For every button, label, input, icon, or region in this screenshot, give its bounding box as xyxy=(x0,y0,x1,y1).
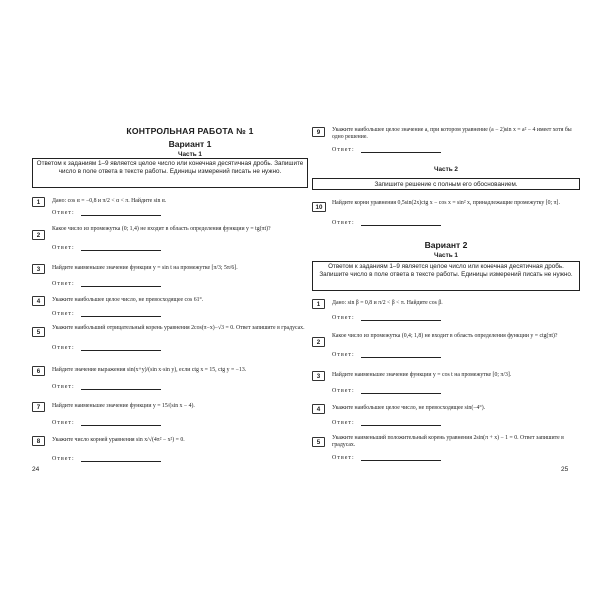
answer-field[interactable] xyxy=(52,311,161,317)
answer-line[interactable] xyxy=(81,420,161,426)
answer-line[interactable] xyxy=(361,455,441,461)
answer-field[interactable] xyxy=(332,315,441,321)
part-heading: Часть 1 xyxy=(178,151,202,158)
question-text: Найдите наименьшее значение функции y = 15/(sin x − 4). xyxy=(52,403,195,409)
answer-line[interactable] xyxy=(361,315,441,321)
answer-line[interactable] xyxy=(361,147,441,153)
answer-label: Ответ: xyxy=(52,311,75,317)
answer-line[interactable] xyxy=(81,384,161,390)
answer-label: Ответ: xyxy=(52,456,75,462)
answer-field[interactable] xyxy=(52,456,161,462)
question-number: 1 xyxy=(32,197,45,207)
page-number-left: 24 xyxy=(32,466,40,473)
variant-heading: Вариант 1 xyxy=(168,139,212,149)
part-heading: Часть 1 xyxy=(434,252,458,259)
question-text: Найдите наименьшее значение функции y = sin t на промежутке [π/3; 5π/6]. xyxy=(52,265,238,271)
question-text: Укажите наибольший отрицательный корень уравнения 2cos(π−x)−√3 = 0. Ответ запишите в градусах. xyxy=(52,325,305,331)
instruction-box: Ответом к заданиям 1–9 является целое число или конечная десятичная дробь. Запишите число в поле ответа в тексте работы. Единицы измерений писать не нужно. xyxy=(312,261,580,291)
question-number: 8 xyxy=(32,436,45,446)
answer-line[interactable] xyxy=(81,345,161,351)
answer-field[interactable] xyxy=(52,384,161,390)
answer-field[interactable] xyxy=(332,388,441,394)
answer-field[interactable] xyxy=(52,281,161,287)
answer-label: Ответ: xyxy=(332,147,355,153)
question-text: Укажите число корней уравнения sin x/√(4π² − x²) = 0. xyxy=(52,437,185,443)
answer-field[interactable] xyxy=(332,147,441,153)
question-text: Укажите наибольшее целое число, не превосходящее sin(−4°). xyxy=(332,405,486,411)
answer-field[interactable] xyxy=(332,420,441,426)
question-number: 9 xyxy=(312,127,325,137)
answer-field[interactable] xyxy=(332,352,441,358)
answer-line[interactable] xyxy=(81,311,161,317)
answer-line[interactable] xyxy=(81,456,161,462)
answer-field[interactable] xyxy=(52,420,161,426)
answer-label: Ответ: xyxy=(52,345,75,351)
answer-line[interactable] xyxy=(81,210,161,216)
instruction-box: Ответом к заданиям 1–9 является целое число или конечная десятичная дробь. Запишите число в поле ответа в тексте работы. Единицы измерений писать не нужно. xyxy=(32,158,308,188)
page-title: КОНТРОЛЬНАЯ РАБОТА № 1 xyxy=(126,126,254,136)
answer-field[interactable] xyxy=(52,345,161,351)
question-number: 2 xyxy=(312,337,325,347)
question-number: 6 xyxy=(32,366,45,376)
answer-field[interactable] xyxy=(332,220,441,226)
answer-line[interactable] xyxy=(361,420,441,426)
question-number: 3 xyxy=(312,371,325,381)
answer-label: Ответ: xyxy=(52,210,75,216)
answer-line[interactable] xyxy=(361,388,441,394)
question-number: 5 xyxy=(32,327,45,337)
question-text: Какое число из промежутка (0,4; 1,8) не входит в область определения функции y = ctg(πt)? xyxy=(332,333,558,339)
answer-label: Ответ: xyxy=(52,384,75,390)
question-text: Найдите корни уравнения 0,5sin(2x)ctg x − cos x = sin² x, принадлежащие промежутку [0; π]. xyxy=(332,200,560,206)
answer-label: Ответ: xyxy=(332,315,355,321)
part2-heading: Часть 2 xyxy=(434,166,458,173)
answer-field[interactable] xyxy=(332,455,441,461)
answer-label: Ответ: xyxy=(332,420,355,426)
question-number: 4 xyxy=(32,296,45,306)
answer-label: Ответ: xyxy=(52,245,75,251)
question-number: 2 xyxy=(32,230,45,240)
question-text: Укажите наименьший положительный корень уравнения 2sin(π + x) − 1 = 0. Ответ запишите в градусах. xyxy=(332,435,564,449)
answer-line[interactable] xyxy=(361,352,441,358)
question-number: 5 xyxy=(312,437,325,447)
question-text: Дано: cos α = −0,8 и π/2 < α < π. Найдите sin α. xyxy=(52,198,167,204)
question-number: 10 xyxy=(312,202,326,212)
question-number: 7 xyxy=(32,402,45,412)
answer-line[interactable] xyxy=(361,220,441,226)
question-number: 3 xyxy=(32,264,45,274)
answer-label: Ответ: xyxy=(332,352,355,358)
answer-label: Ответ: xyxy=(332,455,355,461)
question-text: Найдите наименьшее значение функции y = cos t на промежутке [0; π/3]. xyxy=(332,372,512,378)
answer-label: Ответ: xyxy=(52,420,75,426)
answer-line[interactable] xyxy=(81,281,161,287)
variant-heading: Вариант 2 xyxy=(424,240,468,250)
question-text: Найдите значение выражения sin(x+y)/(sin x·sin y), если ctg x = 15, ctg y = −13. xyxy=(52,367,247,373)
question-number: 4 xyxy=(312,404,325,414)
part2-instruction-box: Запишите решение с полным его обоснованием. xyxy=(312,178,580,190)
question-text: Какое число из промежутка (0; 1,4) не входит в область определения функции y = tg(πt)? xyxy=(52,226,271,232)
question-text: Укажите наибольшее целое число, не превосходящее cos 61°. xyxy=(52,297,204,303)
answer-field[interactable] xyxy=(52,210,161,216)
question-text: Укажите наибольшее целое значение a, при котором уравнение (a − 2)sin x = a² − 4 имеет хотя бы одно решение. xyxy=(332,127,572,141)
question-text: Дано: sin β = 0,8 и π/2 < β < π. Найдите cos β. xyxy=(332,300,443,306)
answer-field[interactable] xyxy=(52,245,161,251)
answer-label: Ответ: xyxy=(332,388,355,394)
answer-line[interactable] xyxy=(81,245,161,251)
question-number: 1 xyxy=(312,299,325,309)
answer-label: Ответ: xyxy=(52,281,75,287)
page-number-right: 25 xyxy=(561,466,569,473)
answer-label: Ответ: xyxy=(332,220,355,226)
